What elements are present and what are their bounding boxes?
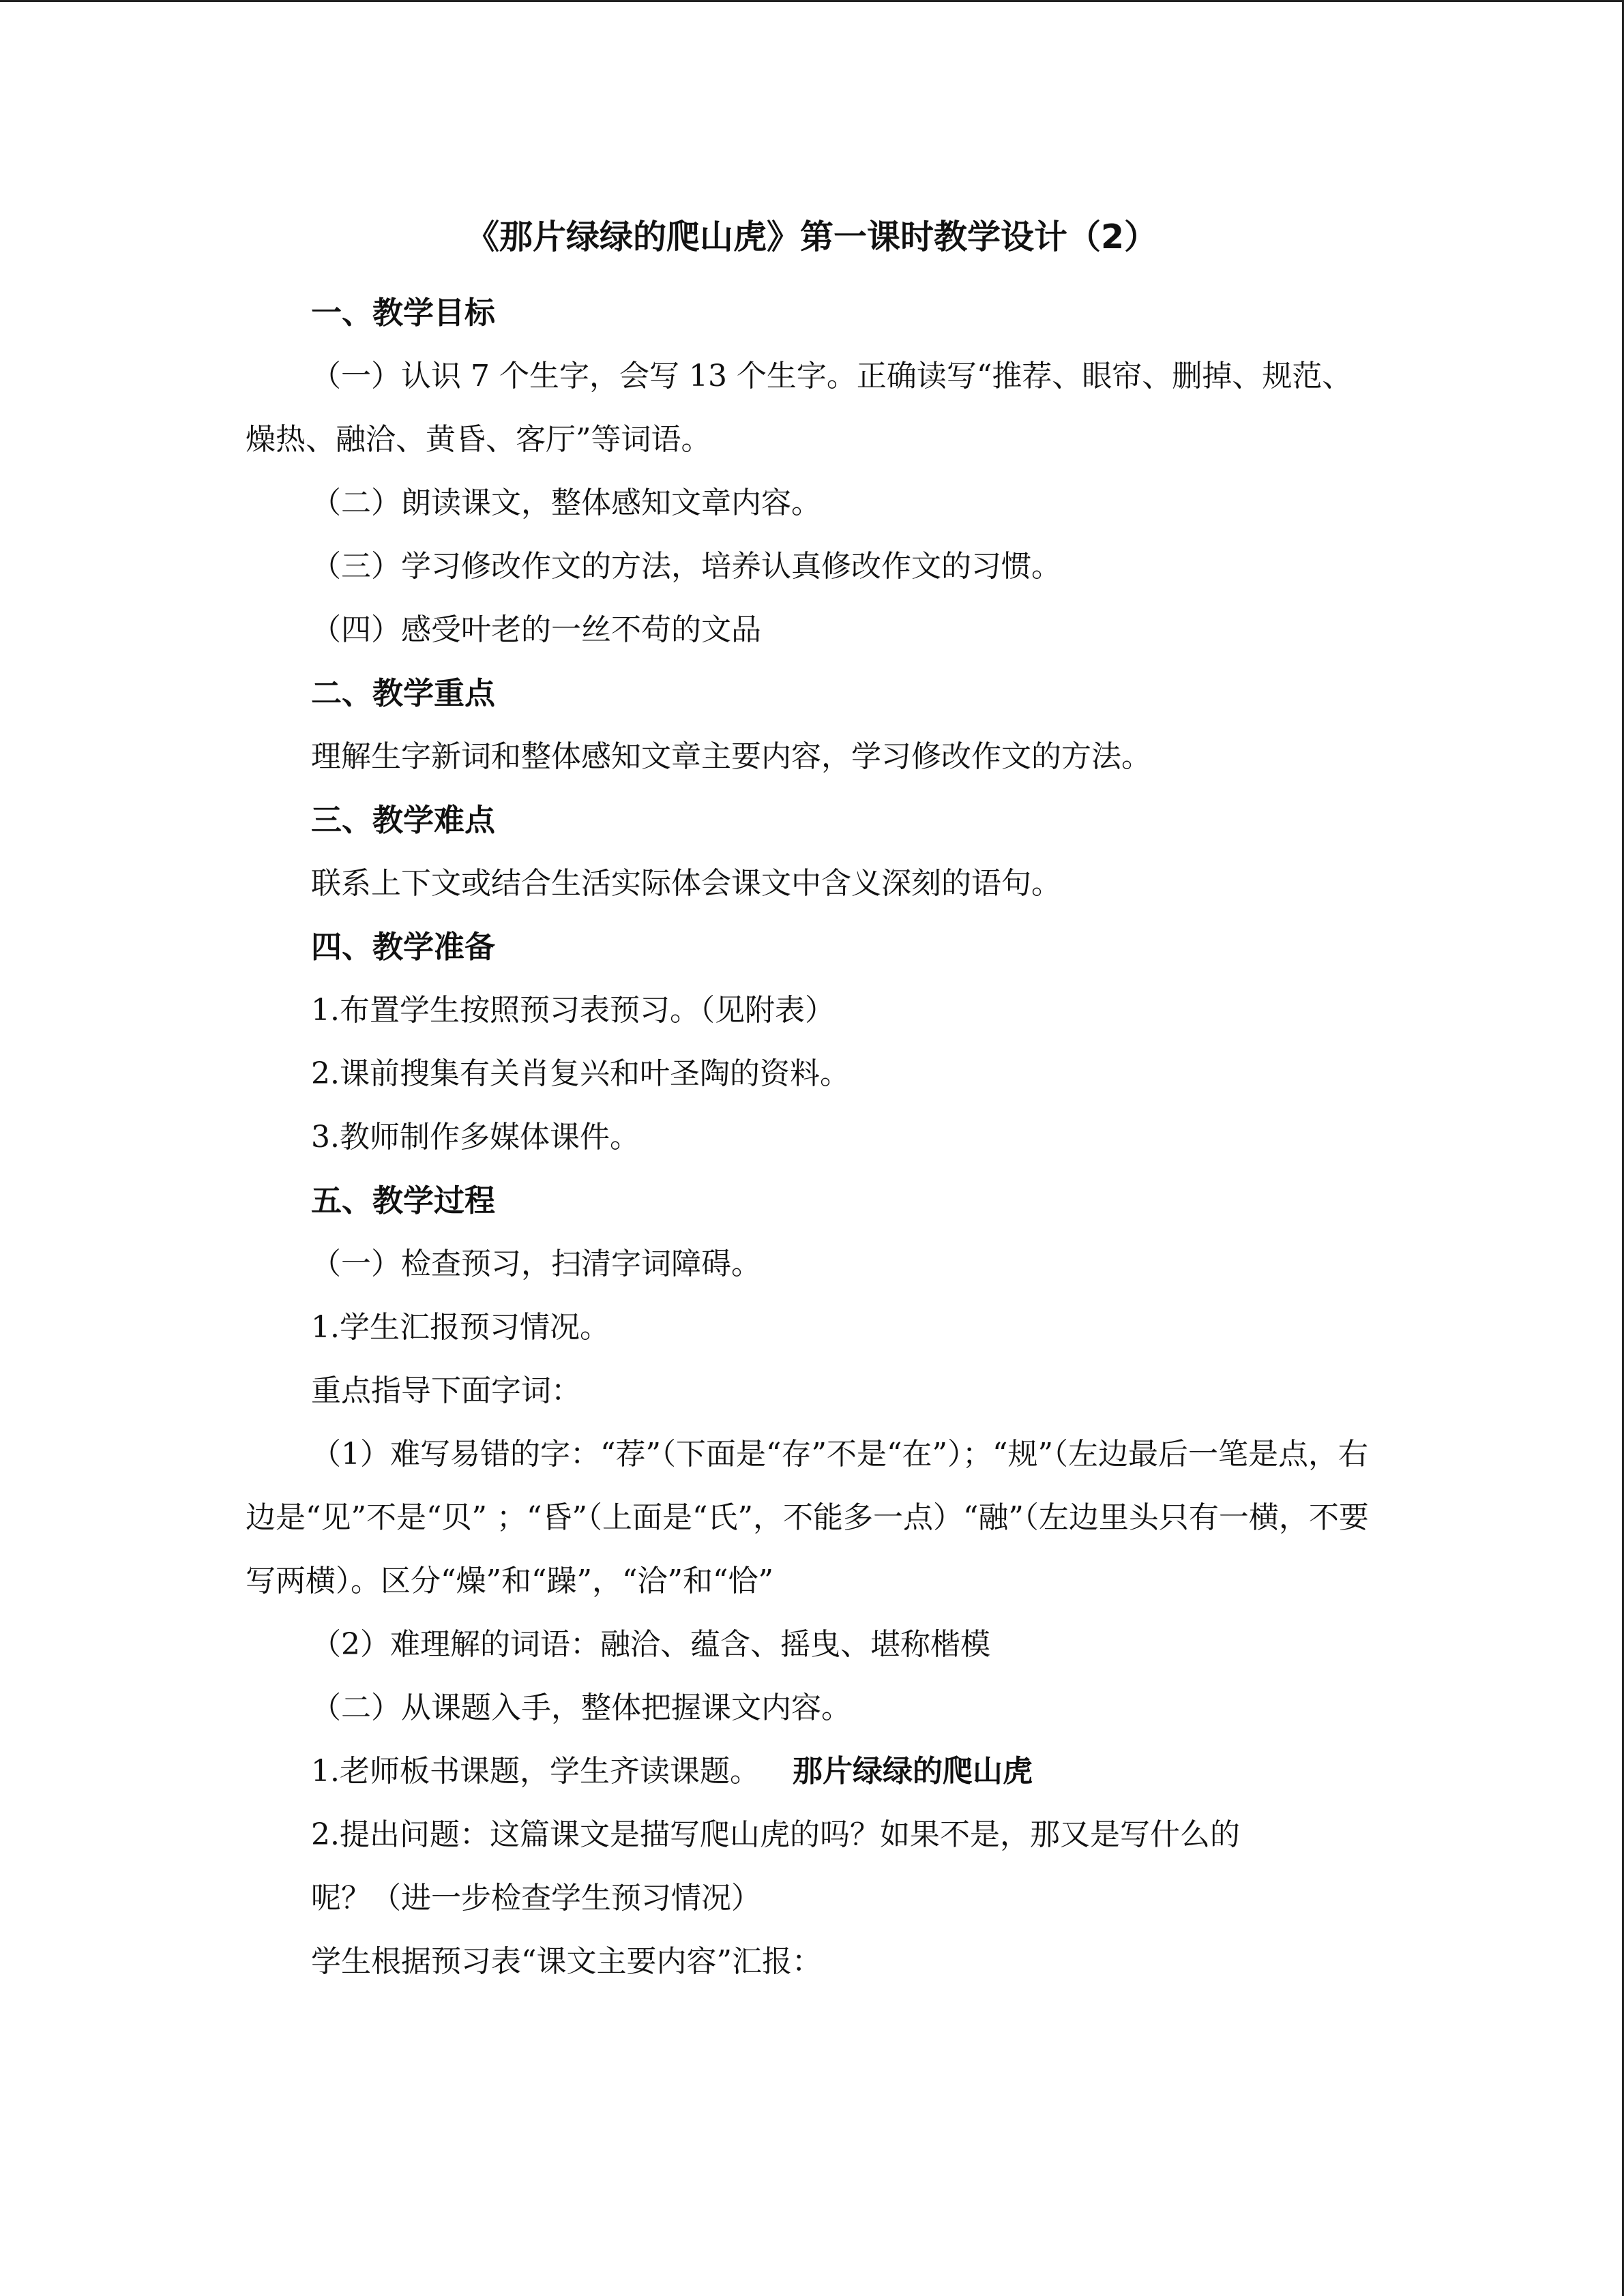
objective-2: （二）朗读课文，整体感知文章内容。 (311, 486, 821, 520)
page-border-top (0, 0, 1624, 2)
heading-preparation: 四、教学准备 (311, 929, 496, 965)
process-student-report: 学生根据预习表“课文主要内容”汇报： (311, 1944, 822, 1979)
process-step-2: （二）从课题入手，整体把握课文内容。 (311, 1690, 851, 1725)
heading-key-points: 二、教学重点 (311, 675, 496, 711)
objective-1: （一）认识 7 个生字，会写 13 个生字。正确读写“推荐、眼帘、删掉、规范、燥热、融洽、黄昏、客厅”等词语。 (246, 359, 1353, 457)
lesson-title-board: 那片绿绿的爬山虎 (792, 1754, 1033, 1789)
difficulties-text: 联系上下文或结合生活实际体会课文中含义深刻的语句。 (311, 866, 1061, 901)
process-step-2-1 (246, 1740, 1378, 1803)
objective-3: （三）学习修改作文的方法，培养认真修改作文的习惯。 (311, 549, 1061, 584)
process-step-2-2: 2.提出问题：这篇课文是描写爬山虎的吗？如果不是，那又是写什么的 (311, 1817, 1240, 1852)
process-step-1-1: 1.学生汇报预习情况。 (311, 1310, 610, 1345)
process-guidance: 重点指导下面字词： (311, 1373, 581, 1408)
process-hard-words: （2）难理解的词语：融洽、蕴含、摇曳、堪称楷模 (311, 1627, 990, 1662)
document-body (246, 281, 1378, 1993)
heading-process: 五、教学过程 (311, 1182, 496, 1219)
process-step-2-1-text: 1.老师板书课题，学生齐读课题。 (311, 1754, 760, 1789)
objective-4: （四）感受叶老的一丝不苟的文品 (311, 612, 761, 647)
process-step-1: （一）检查预习，扫清字词障碍。 (311, 1247, 761, 1281)
heading-objectives: 一、教学目标 (311, 295, 496, 331)
process-hard-characters: （1）难写易错的字：“荐”（下面是“存”不是“在”）；“规”（左边最后一笔是点，右边是“见”不是“贝” ；“昏”（上面是“氏”，不能多一点）“融”（左边里头只有一横，不要写两横）。区分“燥”和“躁”，“洽”和“恰” (246, 1437, 1369, 1598)
heading-difficulties: 三、教学难点 (311, 802, 496, 838)
preparation-3: 3.教师制作多媒体课件。 (311, 1120, 640, 1154)
key-points-text: 理解生字新词和整体感知文章主要内容，学习修改作文的方法。 (311, 739, 1151, 774)
document-title: 《那片绿绿的爬山虎》第一课时教学设计（2） (465, 218, 1158, 256)
preparation-2: 2.课前搜集有关肖复兴和叶圣陶的资料。 (311, 1056, 850, 1091)
process-step-2-2-cont: 呢？（进一步检查学生预习情况） (311, 1881, 761, 1915)
preparation-1: 1.布置学生按照预习表预习。（见附表） (311, 993, 835, 1028)
